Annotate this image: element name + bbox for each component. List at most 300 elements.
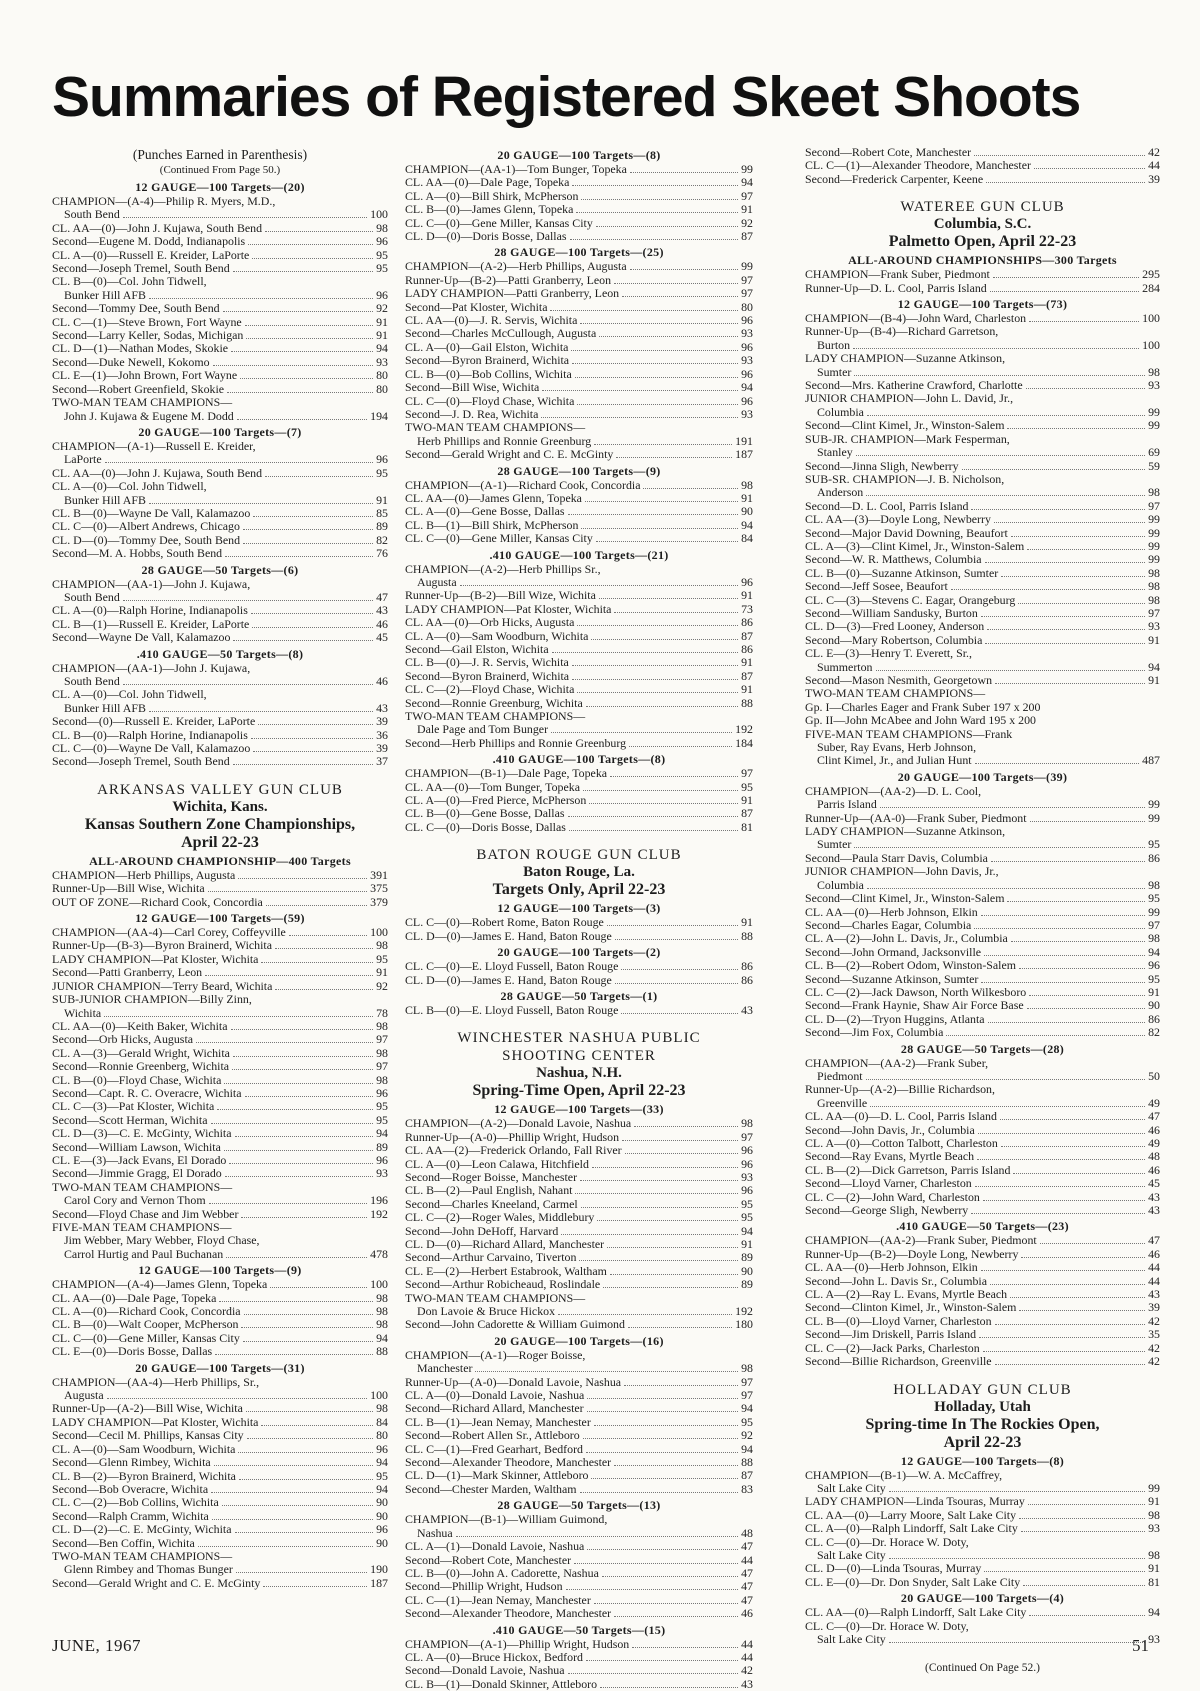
score-value: 89 — [741, 1277, 753, 1292]
dot-leader — [984, 1571, 1145, 1572]
entry-text: Second—Byron Brainerd, Wichita — [405, 353, 570, 368]
score-value: 96 — [376, 1085, 388, 1100]
score-value: 94 — [376, 341, 388, 356]
result-row — [805, 607, 1160, 620]
dot-leader — [1001, 576, 1145, 577]
result-row — [405, 287, 753, 300]
result-row — [405, 1305, 753, 1318]
entry-text: CL. C—(3)—Pat Kloster, Wichita — [52, 1099, 215, 1114]
score-value: 83 — [741, 1481, 753, 1496]
result-row — [805, 1301, 1160, 1314]
result-row — [405, 1389, 753, 1402]
result-row — [405, 1402, 753, 1415]
score-value: 90 — [741, 504, 753, 519]
result-line: Runner-Up—(B-4)—Richard Garretson, — [805, 324, 999, 339]
dot-leader — [988, 1022, 1146, 1023]
score-value: 91 — [741, 682, 753, 697]
score-value: 96 — [376, 452, 388, 467]
entry-text: Second—Clinton Kimel, Jr., Winston-Salem — [805, 1300, 1017, 1315]
dot-leader — [217, 1109, 373, 1110]
entry-text: CL. C—(0)—Floyd Chase, Wichita — [405, 393, 575, 408]
result-row — [805, 1576, 1160, 1589]
result-line: CL. C—(0)—Dr. Horace W. Doty, — [805, 1534, 969, 1549]
dot-leader — [991, 861, 1145, 862]
entry-text: Runner-Up—(A-2)—Bill Wise, Wichita — [52, 1401, 243, 1416]
result-row — [52, 1167, 388, 1180]
entry-text: Second—Floyd Chase and Jim Webber — [52, 1206, 239, 1221]
score-value: 42 — [1148, 1354, 1160, 1369]
score-value: 47 — [741, 1592, 753, 1607]
entry-text: OUT OF ZONE—Richard Cook, Concordia — [52, 894, 263, 909]
score-value: 84 — [376, 1414, 388, 1429]
entry-text: Second—Joseph Tremel, South Bend — [52, 754, 230, 769]
result-line: CHAMPION—(A-4)—Philip R. Myers, M.D., — [52, 194, 276, 208]
result-row — [405, 737, 753, 750]
dot-leader — [209, 1203, 368, 1204]
entry-text: Second—Robert Greenfield, Skokie — [52, 381, 225, 396]
score-value: 96 — [376, 1522, 388, 1537]
entry-text: CL. D—(1)—Nathan Modes, Skokie — [52, 341, 229, 356]
score-value: 99 — [1148, 512, 1160, 527]
entry-text: Dale Page and Tom Bunger — [417, 722, 549, 737]
score-value: 184 — [735, 735, 753, 750]
score-value: 80 — [376, 381, 388, 396]
entry-text: CL. A—(0)—Fred Pierce, McPherson — [405, 793, 587, 808]
dot-leader — [995, 1324, 1146, 1325]
dot-leader — [1030, 821, 1146, 822]
score-value: 96 — [741, 1183, 753, 1198]
entry-text: Second—Chester Marden, Waltham — [405, 1481, 577, 1496]
entry-text: CL. AA—(2)—Frederick Orlando, Fall River — [405, 1143, 622, 1158]
dot-leader — [224, 1083, 373, 1084]
score-value: 91 — [1148, 1494, 1160, 1509]
result-row — [52, 966, 388, 979]
result-row — [805, 892, 1160, 905]
result-line: TWO-MAN TEAM CHAMPIONS— — [52, 1548, 233, 1563]
dot-leader — [1027, 1008, 1145, 1009]
score-value: 100 — [370, 1277, 388, 1292]
result-row — [52, 1402, 388, 1415]
result-row — [405, 368, 753, 381]
entry-text: CL. B—(0)—Bob Collins, Wichita — [405, 366, 572, 381]
result-line: CHAMPION—(AA-4)—Herb Phillips, Sr., — [52, 1374, 260, 1389]
entry-text: Bunker Hill AFB — [64, 700, 146, 715]
score-value: 43 — [1148, 1203, 1160, 1218]
result-row — [405, 163, 753, 176]
result-row — [805, 580, 1160, 593]
dot-leader — [226, 1257, 367, 1258]
score-value: 94 — [1148, 1605, 1160, 1620]
score-value: 93 — [1148, 378, 1160, 393]
entry-text: Second—Mary Robertson, Columbia — [805, 632, 983, 647]
section-heading: 28 GAUGE—50 Targets—(13) — [497, 1498, 661, 1513]
entry-text: Second—Glenn Rimbey, Wichita — [52, 1455, 211, 1470]
entry-text: CL. B—(0)—J. R. Servis, Wichita — [405, 655, 569, 670]
score-value: 47 — [376, 589, 388, 604]
section-heading: 28 GAUGE—50 Targets—(6) — [141, 562, 299, 577]
section-heading: 20 GAUGE—100 Targets—(16) — [494, 1333, 664, 1348]
dot-leader — [561, 1234, 738, 1235]
entry-text: Bunker Hill AFB — [64, 492, 146, 507]
dot-leader — [614, 1465, 738, 1466]
dot-leader — [1021, 1531, 1145, 1532]
entry-text: CL. A—(0)—Sam Woodburn, Wichita — [52, 1441, 236, 1456]
dot-leader — [587, 1411, 738, 1412]
score-value: 48 — [741, 1525, 753, 1540]
score-value: 42 — [741, 1663, 753, 1678]
entry-text: Salt Lake City — [817, 1480, 886, 1495]
dot-leader — [213, 365, 374, 366]
score-value: 43 — [376, 603, 388, 618]
entry-text: Second—Clint Kimel, Jr., Winston-Salem — [805, 891, 1005, 906]
score-value: 49 — [1148, 1095, 1160, 1110]
section-heading: 12 GAUGE—100 Targets—(8) — [900, 1453, 1065, 1468]
dot-leader — [123, 684, 373, 685]
entry-text: Second—Major David Downing, Beaufort — [805, 525, 1008, 540]
score-value: 43 — [741, 1002, 753, 1017]
entry-text: CL. A—(0)—Ralph Horine, Indianapolis — [52, 603, 248, 618]
score-value: 192 — [735, 1304, 753, 1318]
result-row — [405, 492, 753, 505]
dot-leader — [971, 1213, 1145, 1214]
score-value: 81 — [1148, 1574, 1160, 1589]
entry-text: CL. AA—(0)—Herb Johnson, Elkin — [805, 904, 978, 919]
entry-text: LADY CHAMPION—Patti Granberry, Leon — [405, 286, 620, 301]
entry-text: CHAMPION—(B-1)—Dale Page, Topeka — [405, 766, 608, 781]
result-line: Suber, Ray Evans, Herb Johnson, — [817, 740, 977, 755]
dot-leader — [227, 392, 373, 393]
score-value: 190 — [370, 1562, 388, 1577]
section-heading: .410 GAUGE—100 Targets—(8) — [492, 752, 666, 767]
dot-leader — [614, 612, 738, 613]
dot-leader — [981, 1270, 1145, 1271]
score-value: 100 — [370, 207, 388, 222]
entry-text: Second—Arthur Carvaino, Tiverton — [405, 1250, 577, 1265]
entry-text: Second—Alexander Theodore, Manchester — [405, 1455, 612, 1470]
score-value: 99 — [1148, 797, 1160, 812]
score-value: 39 — [1148, 171, 1160, 186]
entry-text: Second—Ray Evans, Myrtle Beach — [805, 1149, 975, 1164]
entry-text: CL. C—(3)—Stevens C. Eagar, Orangeburg — [805, 592, 1016, 607]
score-value: 96 — [741, 366, 753, 381]
result-row — [405, 1567, 753, 1580]
dot-leader — [971, 509, 1145, 510]
entry-text: CL. C—(2)—Jack Parks, Charleston — [805, 1340, 980, 1355]
dot-leader — [629, 746, 732, 747]
result-line: CL. E—(3)—Henry T. Everett, Sr., — [805, 646, 972, 661]
score-value: 187 — [370, 1575, 388, 1590]
entry-text: CL. B—(0)—Walt Cooper, McPherson — [52, 1317, 239, 1332]
section-heading: 28 GAUGE—50 Targets—(1) — [500, 988, 658, 1003]
score-value: 100 — [1142, 311, 1160, 326]
entry-text: CL. D—(0)—Richard Allard, Manchester — [405, 1236, 605, 1251]
dot-leader — [232, 1069, 373, 1070]
result-row — [405, 1456, 753, 1469]
dot-leader — [630, 172, 738, 173]
entry-text: CL. B—(1)—Jean Nemay, Manchester — [405, 1414, 591, 1429]
result-row — [52, 1074, 388, 1087]
entry-text: CL. D—(2)—C. E. McGinty, Wichita — [52, 1522, 232, 1537]
section-heading: 28 GAUGE—100 Targets—(25) — [494, 245, 664, 260]
entry-text: Bunker Hill AFB — [64, 287, 146, 302]
result-row — [405, 519, 753, 532]
result-row — [805, 1070, 1160, 1083]
entry-text: Second—Wayne De Vall, Kalamazoo — [52, 630, 231, 645]
entry-text: CL. C—(0)—Robert Rome, Baton Rouge — [405, 915, 604, 930]
entry-text: Second—Jim Driskell, Parris Island — [805, 1327, 977, 1342]
dot-leader — [149, 298, 373, 299]
result-row — [805, 1355, 1160, 1368]
score-value: 46 — [1148, 1122, 1160, 1137]
result-row — [805, 366, 1160, 379]
entry-text: CL. AA—(0)—John J. Kujawa, South Bend — [52, 465, 263, 480]
dot-leader — [1023, 1585, 1145, 1586]
result-row — [52, 1483, 388, 1496]
dot-leader — [981, 982, 1145, 983]
entry-text: South Bend — [64, 589, 120, 604]
entry-text: Second—John DeHoff, Harvard — [405, 1223, 559, 1238]
result-row — [805, 946, 1160, 959]
score-value: 97 — [741, 1129, 753, 1144]
entry-text: Second—Charles McCullough, Augusta — [405, 326, 597, 341]
score-value: 90 — [376, 1508, 388, 1523]
entry-text: Second—Roger Boisse, Manchester — [405, 1169, 578, 1184]
result-row — [52, 222, 388, 235]
score-value: 192 — [735, 722, 753, 737]
dot-leader — [211, 1123, 374, 1124]
entry-text: Second—Pat Kloster, Wichita — [405, 299, 548, 314]
entry-text: CL. C—(1)—Alexander Theodore, Manchester — [805, 158, 1031, 173]
result-row — [52, 729, 388, 742]
result-row — [52, 1563, 388, 1576]
dot-leader — [239, 1479, 373, 1480]
result-row — [805, 674, 1160, 687]
score-value: 84 — [741, 531, 753, 546]
score-value: 93 — [741, 1169, 753, 1184]
result-row — [52, 1443, 388, 1456]
score-value: 97 — [376, 1059, 388, 1074]
dot-leader — [866, 495, 1145, 496]
result-row — [405, 723, 753, 736]
dot-leader — [566, 1589, 739, 1590]
entry-text: CHAMPION—Herb Phillips, Augusta — [52, 867, 236, 882]
score-value: 91 — [376, 314, 388, 329]
result-row — [805, 1549, 1160, 1562]
entry-text: Stanley — [817, 445, 853, 460]
dot-leader — [854, 847, 1145, 848]
score-value: 73 — [741, 601, 753, 616]
dot-leader — [219, 1301, 373, 1302]
score-value: 89 — [741, 1250, 753, 1265]
result-row — [405, 354, 753, 367]
result-line: CHAMPION—(B-1)—William Guimond, — [405, 1512, 608, 1527]
score-value: 36 — [376, 727, 388, 742]
dot-leader — [252, 258, 373, 259]
entry-text: CL. C—(2)—Roger Wales, Middlebury — [405, 1210, 595, 1225]
result-row — [805, 1110, 1160, 1123]
dot-leader — [585, 501, 738, 502]
score-value: 94 — [376, 1455, 388, 1470]
score-value: 98 — [376, 1072, 388, 1087]
dot-leader — [568, 514, 739, 515]
result-row — [805, 460, 1160, 473]
dot-leader — [214, 1465, 373, 1466]
dot-leader — [222, 1505, 373, 1506]
score-value: 94 — [741, 1223, 753, 1238]
score-value: 96 — [741, 313, 753, 328]
dot-leader — [622, 296, 738, 297]
score-value: 87 — [741, 668, 753, 683]
dot-leader — [987, 629, 1145, 630]
dot-leader — [1019, 1518, 1145, 1519]
result-line: JUNIOR CHAMPION—John L. David, Jr., — [805, 391, 1014, 406]
entry-text: Runner-Up—(B-2)—Bill Wize, Wichita — [405, 588, 596, 603]
entry-text: Second—Robert Allen Sr., Attleboro — [405, 1428, 580, 1443]
score-value: 43 — [1148, 1189, 1160, 1204]
score-value: 91 — [1148, 984, 1160, 999]
score-value: 91 — [741, 1236, 753, 1251]
dot-leader — [580, 1180, 738, 1181]
section-heading: 20 GAUGE—100 Targets—(4) — [900, 1591, 1065, 1606]
dot-leader — [243, 529, 373, 530]
section-heading: .410 GAUGE—100 Targets—(21) — [489, 547, 669, 562]
result-row — [805, 999, 1160, 1012]
entry-text: Nashua — [417, 1525, 453, 1540]
result-row — [805, 1150, 1160, 1163]
dot-leader — [990, 1284, 1145, 1285]
result-row — [805, 594, 1160, 607]
dot-leader — [205, 975, 373, 976]
dot-leader — [238, 878, 367, 879]
entry-text: Parris Island — [817, 797, 877, 812]
dot-leader — [594, 1425, 738, 1426]
score-value: 45 — [376, 630, 388, 645]
entry-text: CL. A—(1)—Donald Lavoie, Nashua — [405, 1539, 585, 1554]
dot-leader — [149, 503, 373, 504]
dot-leader — [599, 336, 738, 337]
dot-leader — [889, 1491, 1145, 1492]
score-value: 95 — [376, 1099, 388, 1114]
score-value: 47 — [741, 1539, 753, 1554]
dot-leader — [599, 598, 738, 599]
entry-text: Second—(0)—Russell E. Kreider, LaPorte — [52, 714, 256, 729]
dot-leader — [211, 1492, 373, 1493]
entry-text: Second—William Lawson, Wichita — [52, 1139, 221, 1154]
result-row — [405, 960, 753, 973]
entry-text: Second—Paula Starr Davis, Columbia — [805, 850, 988, 865]
result-line: CHAMPION—(AA-2)—D. L. Cool, — [805, 783, 982, 798]
result-row — [52, 494, 388, 507]
result-row — [52, 520, 388, 533]
result-row — [405, 1527, 753, 1540]
result-row — [805, 812, 1160, 825]
dot-leader — [248, 244, 373, 245]
result-row — [805, 1288, 1160, 1301]
entry-text: Second—Jinna Sligh, Newberry — [805, 458, 959, 473]
score-value: 98 — [741, 477, 753, 492]
entry-text: Second—J. D. Rea, Wichita — [405, 406, 539, 421]
score-value: 87 — [741, 806, 753, 821]
result-row — [405, 767, 753, 780]
entry-text: CL. E—(0)—Dr. Don Snyder, Salt Lake City — [805, 1574, 1021, 1589]
dot-leader — [1029, 321, 1139, 322]
score-value: 96 — [741, 1156, 753, 1171]
dot-leader — [603, 1287, 738, 1288]
entry-text: CL. D—(0)—Tommy Dee, South Bend — [52, 532, 241, 547]
entry-text: CL. B—(2)—Robert Odom, Winston-Salem — [805, 958, 1017, 973]
entry-text: JUNIOR CHAMPION—Terry Beard, Wichita — [52, 978, 273, 993]
dot-leader — [1019, 1310, 1145, 1311]
score-value: 95 — [1148, 837, 1160, 852]
result-row — [405, 448, 753, 461]
section-heading: 28 GAUGE—100 Targets—(9) — [497, 463, 661, 478]
entry-text: CL. C—(0)—E. Lloyd Fussell, Baton Rouge — [405, 959, 619, 974]
score-value: 97 — [741, 766, 753, 781]
result-line: CL. B—(0)—Col. John Tidwell, — [52, 274, 207, 289]
entry-text: CL. AA—(0)—Larry Moore, Salt Lake City — [805, 1507, 1017, 1522]
result-row — [52, 1060, 388, 1073]
result-row — [405, 1171, 753, 1184]
dot-leader — [1034, 168, 1145, 169]
score-value: 192 — [370, 1206, 388, 1221]
dot-leader — [870, 1106, 1145, 1107]
dot-leader — [614, 1616, 738, 1617]
dot-leader — [233, 1056, 373, 1057]
entry-text: Second—Ronnie Greenberg, Wichita — [52, 1059, 230, 1074]
entry-text: Wichita — [64, 1005, 102, 1020]
result-row — [52, 869, 388, 882]
dot-leader — [621, 969, 738, 970]
section-heading: 12 GAUGE—100 Targets—(3) — [497, 901, 661, 916]
entry-text: CL. AA—(0)—J. R. Servis, Wichita — [405, 313, 578, 328]
result-row — [805, 379, 1160, 392]
score-value: 375 — [370, 881, 388, 896]
entry-text: Second—Billie Richardson, Greenville — [805, 1354, 992, 1369]
dot-leader — [551, 732, 732, 733]
result-row — [805, 879, 1160, 892]
score-value: 90 — [1148, 998, 1160, 1013]
result-row — [405, 408, 753, 421]
dot-leader — [628, 1327, 732, 1328]
score-value: 187 — [735, 447, 753, 462]
result-row — [52, 235, 388, 248]
entry-text: Carrol Hurtig and Paul Buchanan — [64, 1246, 224, 1261]
score-value: 88 — [741, 1455, 753, 1470]
entry-text: Second—Jimmie Gragg, El Dorado — [52, 1166, 222, 1181]
score-value: 47 — [1148, 1233, 1160, 1248]
dot-leader — [616, 457, 732, 458]
entry-text: Second—Clint Kimel, Jr., Winston-Salem — [805, 418, 1005, 433]
result-row — [52, 1114, 388, 1127]
result-line: JUNIOR CHAMPION—John Davis, Jr., — [805, 864, 999, 879]
score-value: 487 — [1142, 753, 1160, 768]
section-heading: .410 GAUGE—50 Targets—(8) — [136, 646, 304, 661]
score-value: 99 — [1148, 418, 1160, 433]
entry-text: CL. A—(0)—Gail Elston, Wichita — [405, 339, 569, 354]
result-row — [805, 620, 1160, 633]
club-name: ARKANSAS VALLEY GUN CLUB — [97, 781, 343, 798]
result-row — [805, 919, 1160, 932]
dot-leader — [583, 790, 738, 791]
dot-leader — [265, 231, 373, 232]
result-row — [52, 1047, 388, 1060]
score-value: 80 — [741, 299, 753, 314]
result-line: SUB-JUNIOR CHAMPION—Billy Zinn, — [52, 992, 252, 1007]
dot-leader — [974, 155, 1145, 156]
dot-leader — [580, 323, 738, 324]
score-value: 295 — [1142, 267, 1160, 282]
entry-text: CL. D—(0)—Doris Bosse, Dallas — [405, 229, 567, 244]
